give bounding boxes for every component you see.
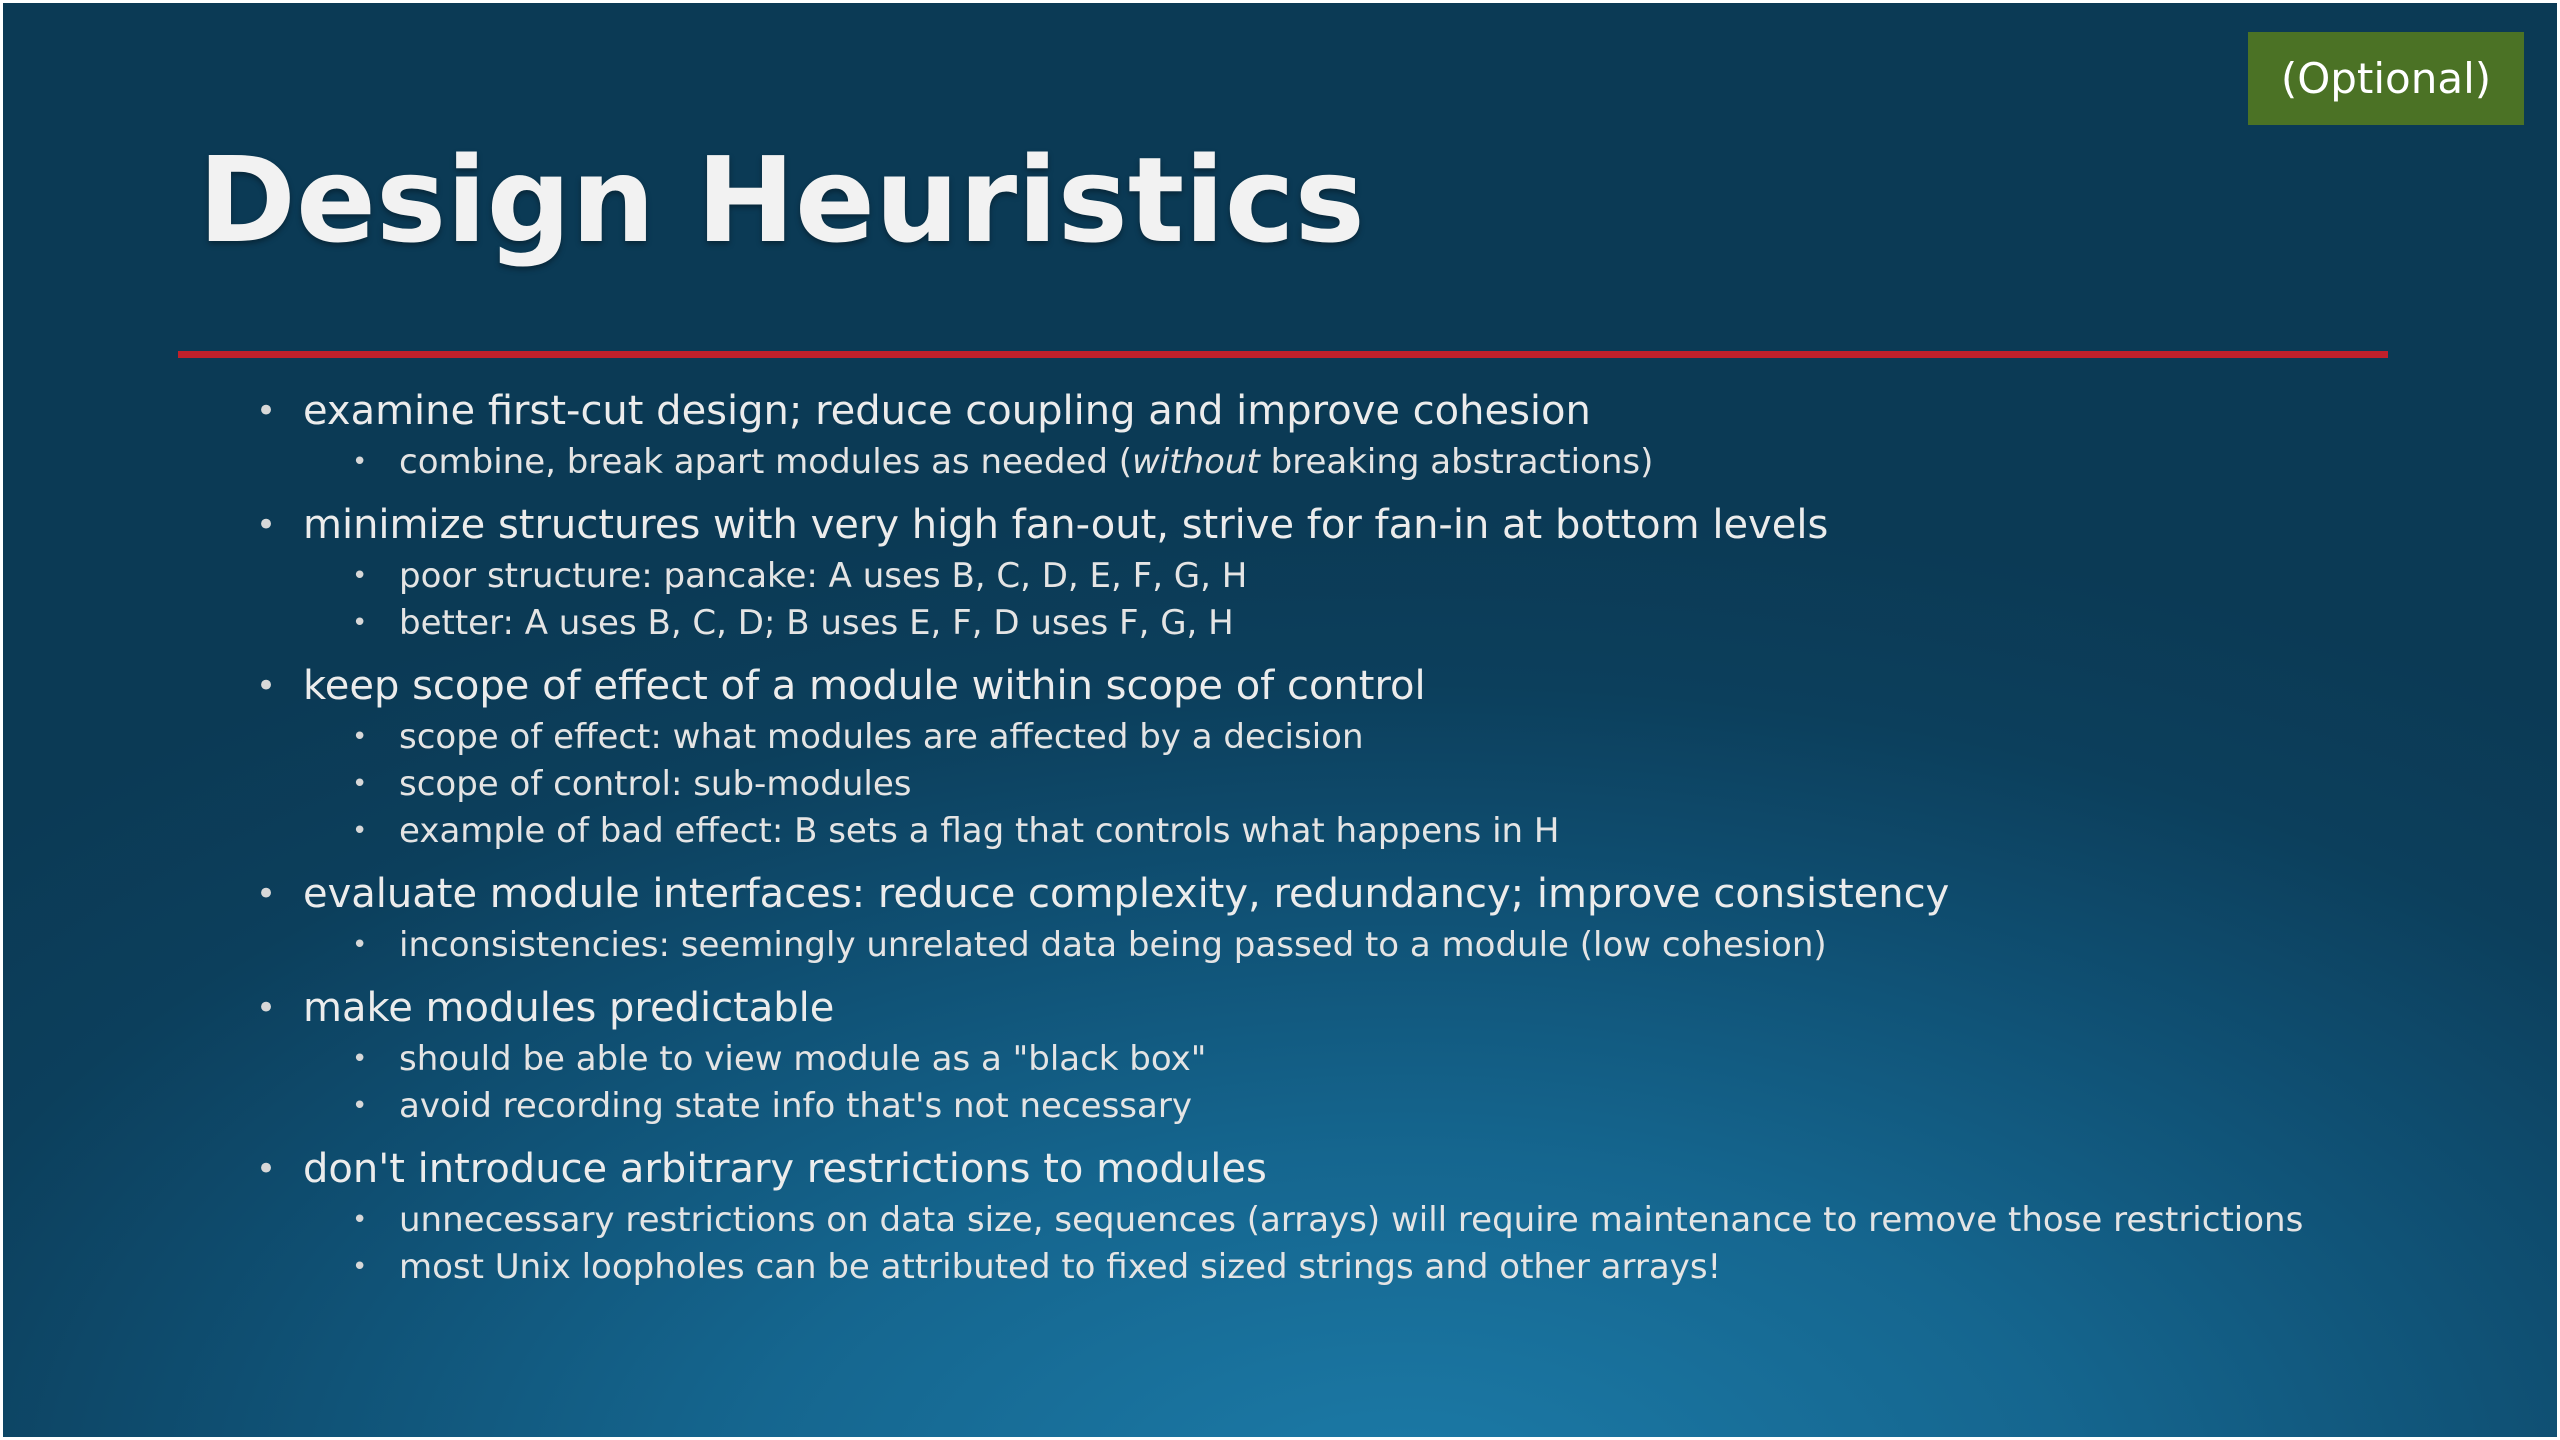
sub-bullet-emphasis: without xyxy=(1132,442,1260,482)
slide xyxy=(3,3,2557,1437)
bullet-item-3: keep scope of effect of a module within scope of control xyxy=(303,663,1426,709)
sub-bullet-marker: • xyxy=(352,1252,368,1282)
bullet-marker: • xyxy=(256,874,277,914)
bullet-marker: • xyxy=(256,391,277,431)
bullet-item-5: make modules predictable xyxy=(303,985,835,1031)
sub-bullet-marker: • xyxy=(352,1091,368,1121)
sub-bullet-marker: • xyxy=(352,1205,368,1235)
sub-bullet-item-2-1: poor structure: pancake: A uses B, C, D, E, F, G, H xyxy=(399,556,1248,596)
sub-bullet-item-2-2: better: A uses B, C, D; B uses E, F, D uses F, G, H xyxy=(399,603,1234,643)
bullet-marker: • xyxy=(256,988,277,1028)
sub-bullet-marker: • xyxy=(352,769,368,799)
bullet-marker: • xyxy=(256,1149,277,1189)
sub-bullet-marker: • xyxy=(352,447,368,477)
bullet-item-2: minimize structures with very high fan-out, strive for fan-in at bottom levels xyxy=(303,502,1829,548)
bullet-item-1: examine first-cut design; reduce coupling and improve cohesion xyxy=(303,388,1591,434)
bullet-marker: • xyxy=(256,505,277,545)
sub-bullet-text: breaking abstractions) xyxy=(1259,442,1654,482)
optional-badge-label: (Optional) xyxy=(2280,54,2492,103)
sub-bullet-item-5-2: avoid recording state info that's not necessary xyxy=(399,1086,1192,1126)
bullet-item-6: don't introduce arbitrary restrictions to modules xyxy=(303,1146,1267,1192)
sub-bullet-item-4-1: inconsistencies: seemingly unrelated data being passed to a module (low cohesion) xyxy=(399,925,1827,965)
sub-bullet-item-3-2: scope of control: sub-modules xyxy=(399,764,912,804)
bullet-marker: • xyxy=(256,666,277,706)
sub-bullet-marker: • xyxy=(352,561,368,591)
slide-title: Design Heuristics xyxy=(198,131,1365,269)
sub-bullet-item-3-1: scope of effect: what modules are affected by a decision xyxy=(399,717,1364,757)
bullet-list xyxy=(3,3,2557,1437)
sub-bullet-item-6-2: most Unix loopholes can be attributed to fixed sized strings and other arrays! xyxy=(399,1247,1722,1287)
sub-bullet-item-1-1 xyxy=(399,441,1653,483)
sub-bullet-marker: • xyxy=(352,722,368,752)
sub-bullet-text: combine, break apart modules as needed ( xyxy=(399,442,1132,482)
sub-bullet-marker: • xyxy=(352,608,368,638)
sub-bullet-item-5-1: should be able to view module as a "black box" xyxy=(399,1039,1207,1079)
sub-bullet-item-3-3: example of bad effect: B sets a flag that controls what happens in H xyxy=(399,811,1560,851)
bullet-item-4: evaluate module interfaces: reduce complexity, redundancy; improve consistency xyxy=(303,871,1950,917)
sub-bullet-marker: • xyxy=(352,930,368,960)
sub-bullet-marker: • xyxy=(352,1044,368,1074)
sub-bullet-marker: • xyxy=(352,816,368,846)
sub-bullet-item-6-1: unnecessary restrictions on data size, sequences (arrays) will require maintenance to remove those restrictions xyxy=(399,1200,2304,1240)
